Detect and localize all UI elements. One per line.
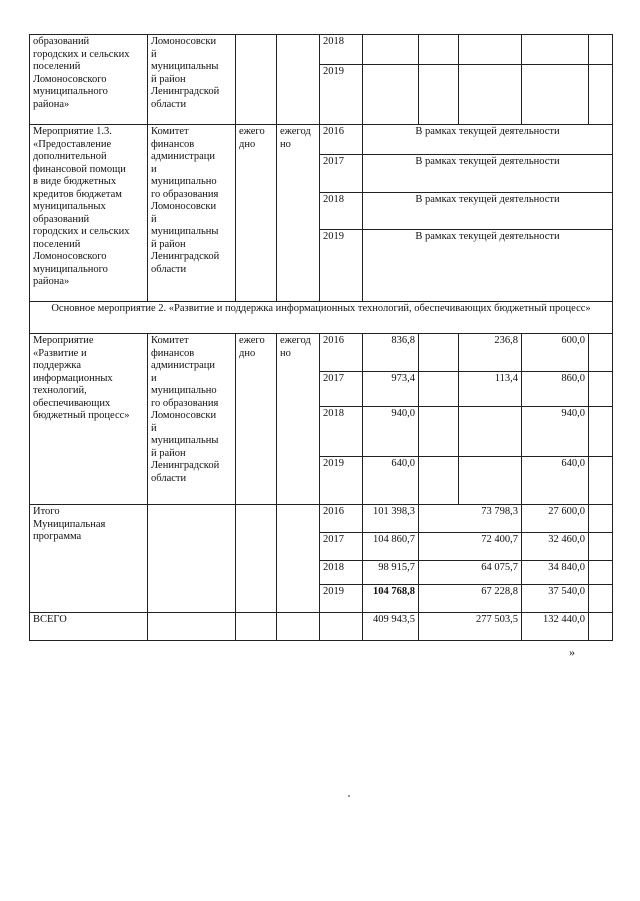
cell	[277, 613, 320, 641]
total-program-label: Итого Муниципальная программа	[30, 505, 148, 613]
value-cell: 32 460,0	[522, 533, 589, 561]
start-cell	[236, 505, 277, 613]
total-cell: 104 768,8	[363, 585, 419, 613]
year-cell: 2016	[320, 505, 363, 533]
end-cell	[277, 505, 320, 613]
cell	[589, 65, 613, 125]
cell	[419, 372, 459, 407]
value-cell: 600,0	[522, 334, 589, 372]
cell	[236, 613, 277, 641]
value-cell: 236,8	[459, 334, 522, 372]
year-cell: 2017	[320, 372, 363, 407]
value-cell: 73 798,3	[419, 505, 522, 533]
cell	[589, 407, 613, 457]
year-cell: 2017	[320, 533, 363, 561]
cell	[589, 585, 613, 613]
end-cell: ежегод но	[277, 125, 320, 302]
cell	[589, 372, 613, 407]
year-cell: 2016	[320, 334, 363, 372]
section-heading: Основное мероприятие 2. «Развитие и поддержка информационных технологий, обеспечивающих бюджетный процесс»	[30, 302, 613, 334]
note-cell: В рамках текущей деятельности	[363, 155, 613, 193]
budget-table	[29, 34, 613, 641]
cell	[419, 65, 459, 125]
cell	[148, 613, 236, 641]
end-cell: ежегод но	[277, 334, 320, 505]
cell	[419, 457, 459, 505]
scan-speck	[348, 795, 350, 797]
measure-name: образований городских и сельских поселений Ломоносовского муниципального района»	[30, 35, 148, 125]
cell	[522, 35, 589, 65]
total-cell: 104 860,7	[363, 533, 419, 561]
year-cell: 2019	[320, 65, 363, 125]
value-cell: 940,0	[522, 407, 589, 457]
grand-total-value: 132 440,0	[522, 613, 589, 641]
start-cell	[236, 35, 277, 125]
cell	[419, 35, 459, 65]
executor: Комитет финансов администраци и муниципально го образования Ломоносовски й муниципальны й район Ленинградской области	[148, 334, 236, 505]
cell	[419, 334, 459, 372]
value-cell: 860,0	[522, 372, 589, 407]
cell	[363, 35, 419, 65]
value-cell: 27 600,0	[522, 505, 589, 533]
year-cell: 2017	[320, 155, 363, 193]
total-cell: 973,4	[363, 372, 419, 407]
year-cell: 2019	[320, 230, 363, 302]
grand-total-label: ВСЕГО	[30, 613, 148, 641]
total-cell: 640,0	[363, 457, 419, 505]
year-cell: 2016	[320, 125, 363, 155]
cell	[589, 505, 613, 533]
cell	[459, 35, 522, 65]
total-cell: 101 398,3	[363, 505, 419, 533]
cell	[589, 35, 613, 65]
measure-name: Мероприятие «Развитие и поддержка информационных технологий, обеспечивающих бюджетный процесс»	[30, 334, 148, 505]
value-cell: 113,4	[459, 372, 522, 407]
grand-total-cell: 409 943,5	[363, 613, 419, 641]
value-cell: 72 400,7	[419, 533, 522, 561]
cell	[363, 65, 419, 125]
note-cell: В рамках текущей деятельности	[363, 230, 613, 302]
cell	[589, 613, 613, 641]
value-cell	[459, 407, 522, 457]
value-cell: 640,0	[522, 457, 589, 505]
cell	[320, 613, 363, 641]
value-cell: 37 540,0	[522, 585, 589, 613]
year-cell: 2019	[320, 457, 363, 505]
start-cell: ежего дно	[236, 334, 277, 505]
total-cell: 98 915,7	[363, 561, 419, 585]
value-cell: 34 840,0	[522, 561, 589, 585]
grand-total-value: 277 503,5	[419, 613, 522, 641]
total-cell: 836,8	[363, 334, 419, 372]
note-cell: В рамках текущей деятельности	[363, 125, 613, 155]
cell	[589, 457, 613, 505]
year-cell: 2019	[320, 585, 363, 613]
year-cell: 2018	[320, 193, 363, 230]
measure-name: Мероприятие 1.3. «Предоставление дополнительной финансовой помощи в виде бюджетных кредитов бюджетам муниципальных образований городских и сельских поселений Ломоносовского муниципального района»	[30, 125, 148, 302]
start-cell: ежего дно	[236, 125, 277, 302]
end-cell	[277, 35, 320, 125]
cell	[589, 334, 613, 372]
year-cell: 2018	[320, 35, 363, 65]
cell	[589, 533, 613, 561]
executor: Комитет финансов администраци и муниципально го образования Ломоносовски й муниципальны й район Ленинградской области	[148, 125, 236, 302]
closing-quote-mark: »	[569, 645, 575, 659]
value-cell	[459, 457, 522, 505]
cell	[589, 561, 613, 585]
year-cell: 2018	[320, 561, 363, 585]
executor: Ломоносовски й муниципальны й район Ленинградской области	[148, 35, 236, 125]
value-cell: 67 228,8	[419, 585, 522, 613]
total-cell: 940,0	[363, 407, 419, 457]
year-cell: 2018	[320, 407, 363, 457]
cell	[522, 65, 589, 125]
value-cell: 64 075,7	[419, 561, 522, 585]
cell	[459, 65, 522, 125]
executor	[148, 505, 236, 613]
note-cell: В рамках текущей деятельности	[363, 193, 613, 230]
cell	[419, 407, 459, 457]
